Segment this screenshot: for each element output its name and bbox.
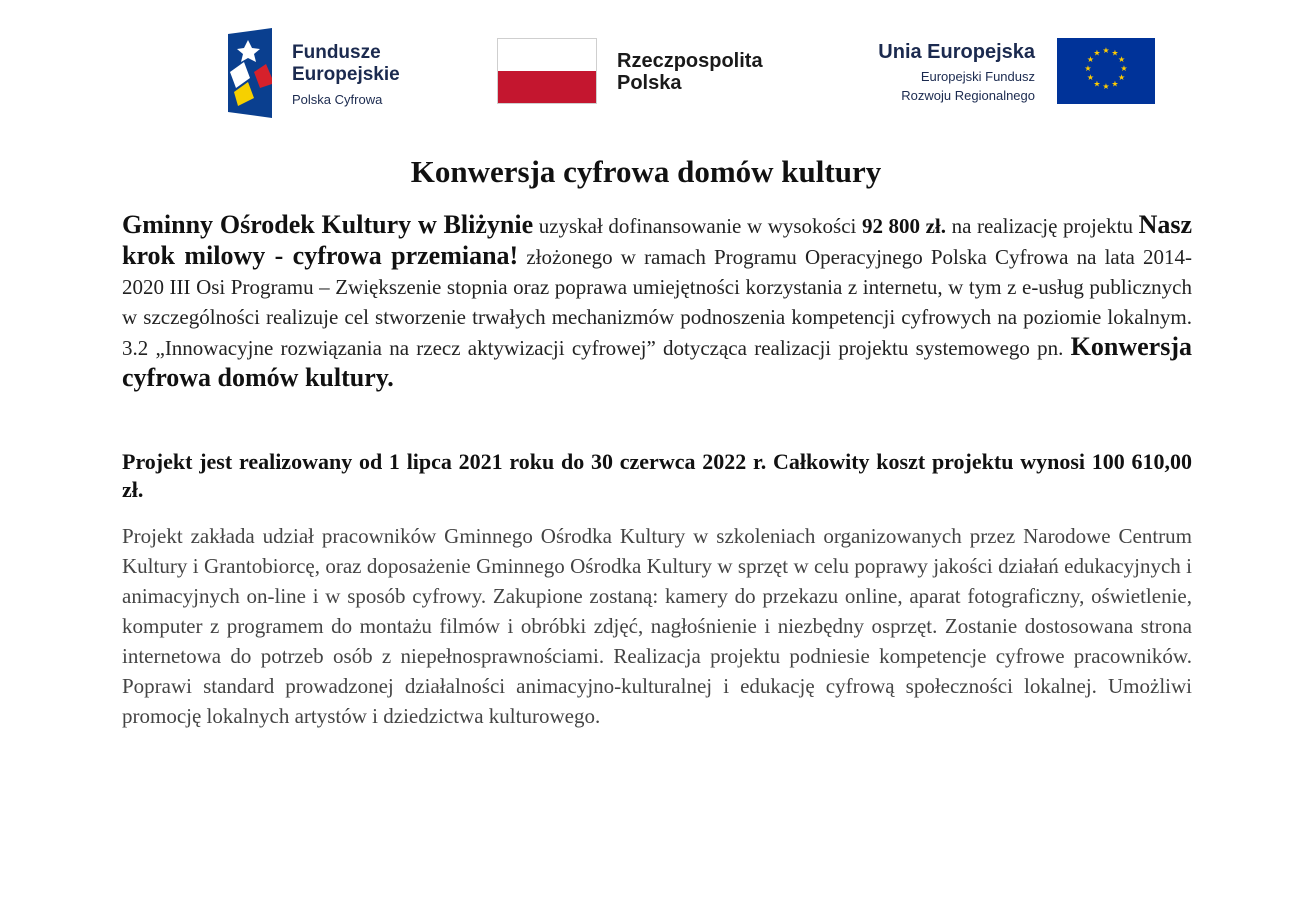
project-period-paragraph: Projekt jest realizowany od 1 lipca 2021 roku do 30 czerwca 2022 r. Całkowity koszt projektu wynosi 100 610,00 zł.: [122, 449, 1192, 502]
svg-text:★: ★: [1093, 79, 1101, 89]
eu-flag-icon: [1057, 38, 1155, 104]
rzeczpospolita-line1: Rzeczpospolita: [617, 50, 763, 72]
unia-europejska-logo: [850, 38, 1155, 108]
funding-text-2: na realizację projektu: [946, 214, 1139, 238]
fundusze-line3: Polska Cyfrowa: [292, 92, 383, 107]
rzeczpospolita-line2: Polska: [617, 72, 682, 94]
funding-text-3: złożonego w ramach Programu Operacyjnego Polska Cyfrowa na lata 2014-2020 III Osi Programu – Zwiększenie stopnia oraz poprawa umiejętności korzystania z internetu, w tym z e-usług publicznych w szczególności realizuje cel stworzenie trwałych mechanizmów podnoszenia kompetencji cyfrowych na poziomie lokalnym. 3.2 „Innowacyjne rozwiązania na rzecz aktywizacji cyfrowej” dotycząca realizacji projektu systemowego pn.: [122, 245, 1193, 360]
svg-text:★: ★: [1102, 82, 1110, 91]
funding-text-1: uzyskał dofinansowanie w wysokości: [533, 214, 862, 238]
svg-text:★: ★: [1086, 55, 1094, 64]
project-name: Nasz krok milowy - cyfrowa przemiana!: [122, 210, 1192, 270]
project-description-paragraph: Projekt zakłada udział pracowników Gminnego Ośrodka Kultury w szkoleniach organizowanych przez Narodowe Centrum Kultury i Grantobiorcę, oraz doposażenie Gminnego Ośrodka Kultury w sprzęt w celu poprawy jakości działań edukacyjnych i animacyjnych on-line i w sposób cyfrowy. Zakupione zostaną: kamery do przekazu online, aparat fotograficzny, oświetlenie, komputer z programem do montażu filmów i obróbki zdjęć, nagłośnienie i niezbędny osprzęt. Zostanie dostosowana strona internetowa do potrzeb osób z niepełnosprawnościami. Realizacja projektu podniesie kompetencje cyfrowe pracowników. Poprawi standard prowadzonej działalności animacyjno-kulturalnej i edukację cyfrową społeczności lokalnej. Umożliwi promocję lokalnych artystów i dziedzictwa kulturowego.: [122, 524, 1192, 728]
system-project-name: Konwersja cyfrowa domów kultury.: [122, 332, 1192, 392]
funding-paragraph: [122, 210, 1192, 394]
fundusze-line2: Europejskie: [292, 64, 400, 85]
svg-text:★: ★: [1118, 55, 1126, 64]
unia-line1: Unia Europejska: [878, 41, 1035, 63]
page-title: Konwersja cyfrowa domów kultury: [410, 154, 882, 189]
svg-text:★: ★: [1118, 73, 1126, 82]
logo-bar: [0, 0, 1292, 130]
funding-amount: 92 800 zł.: [861, 214, 947, 238]
unia-line2: Europejski Fundusz: [920, 69, 1035, 84]
svg-text:★: ★: [1111, 79, 1119, 89]
svg-text:★: ★: [1102, 46, 1110, 55]
svg-text:★: ★: [1120, 64, 1128, 73]
polish-flag-icon: [497, 38, 597, 104]
unia-line3: Rozwoju Regionalnego: [901, 88, 1035, 103]
rzeczpospolita-polska-logo: [497, 38, 797, 108]
fundusze-line1: Fundusze: [292, 42, 381, 63]
fundusze-europejskie-emblem-icon: [226, 28, 276, 118]
svg-text:★: ★: [1093, 48, 1101, 58]
svg-text:★: ★: [1111, 48, 1119, 58]
fundusze-europejskie-logo: [226, 28, 426, 118]
svg-text:★: ★: [1086, 73, 1094, 82]
svg-text:★: ★: [1084, 64, 1092, 73]
organization-name: Gminny Ośrodek Kultury w Bliżynie: [122, 210, 534, 239]
